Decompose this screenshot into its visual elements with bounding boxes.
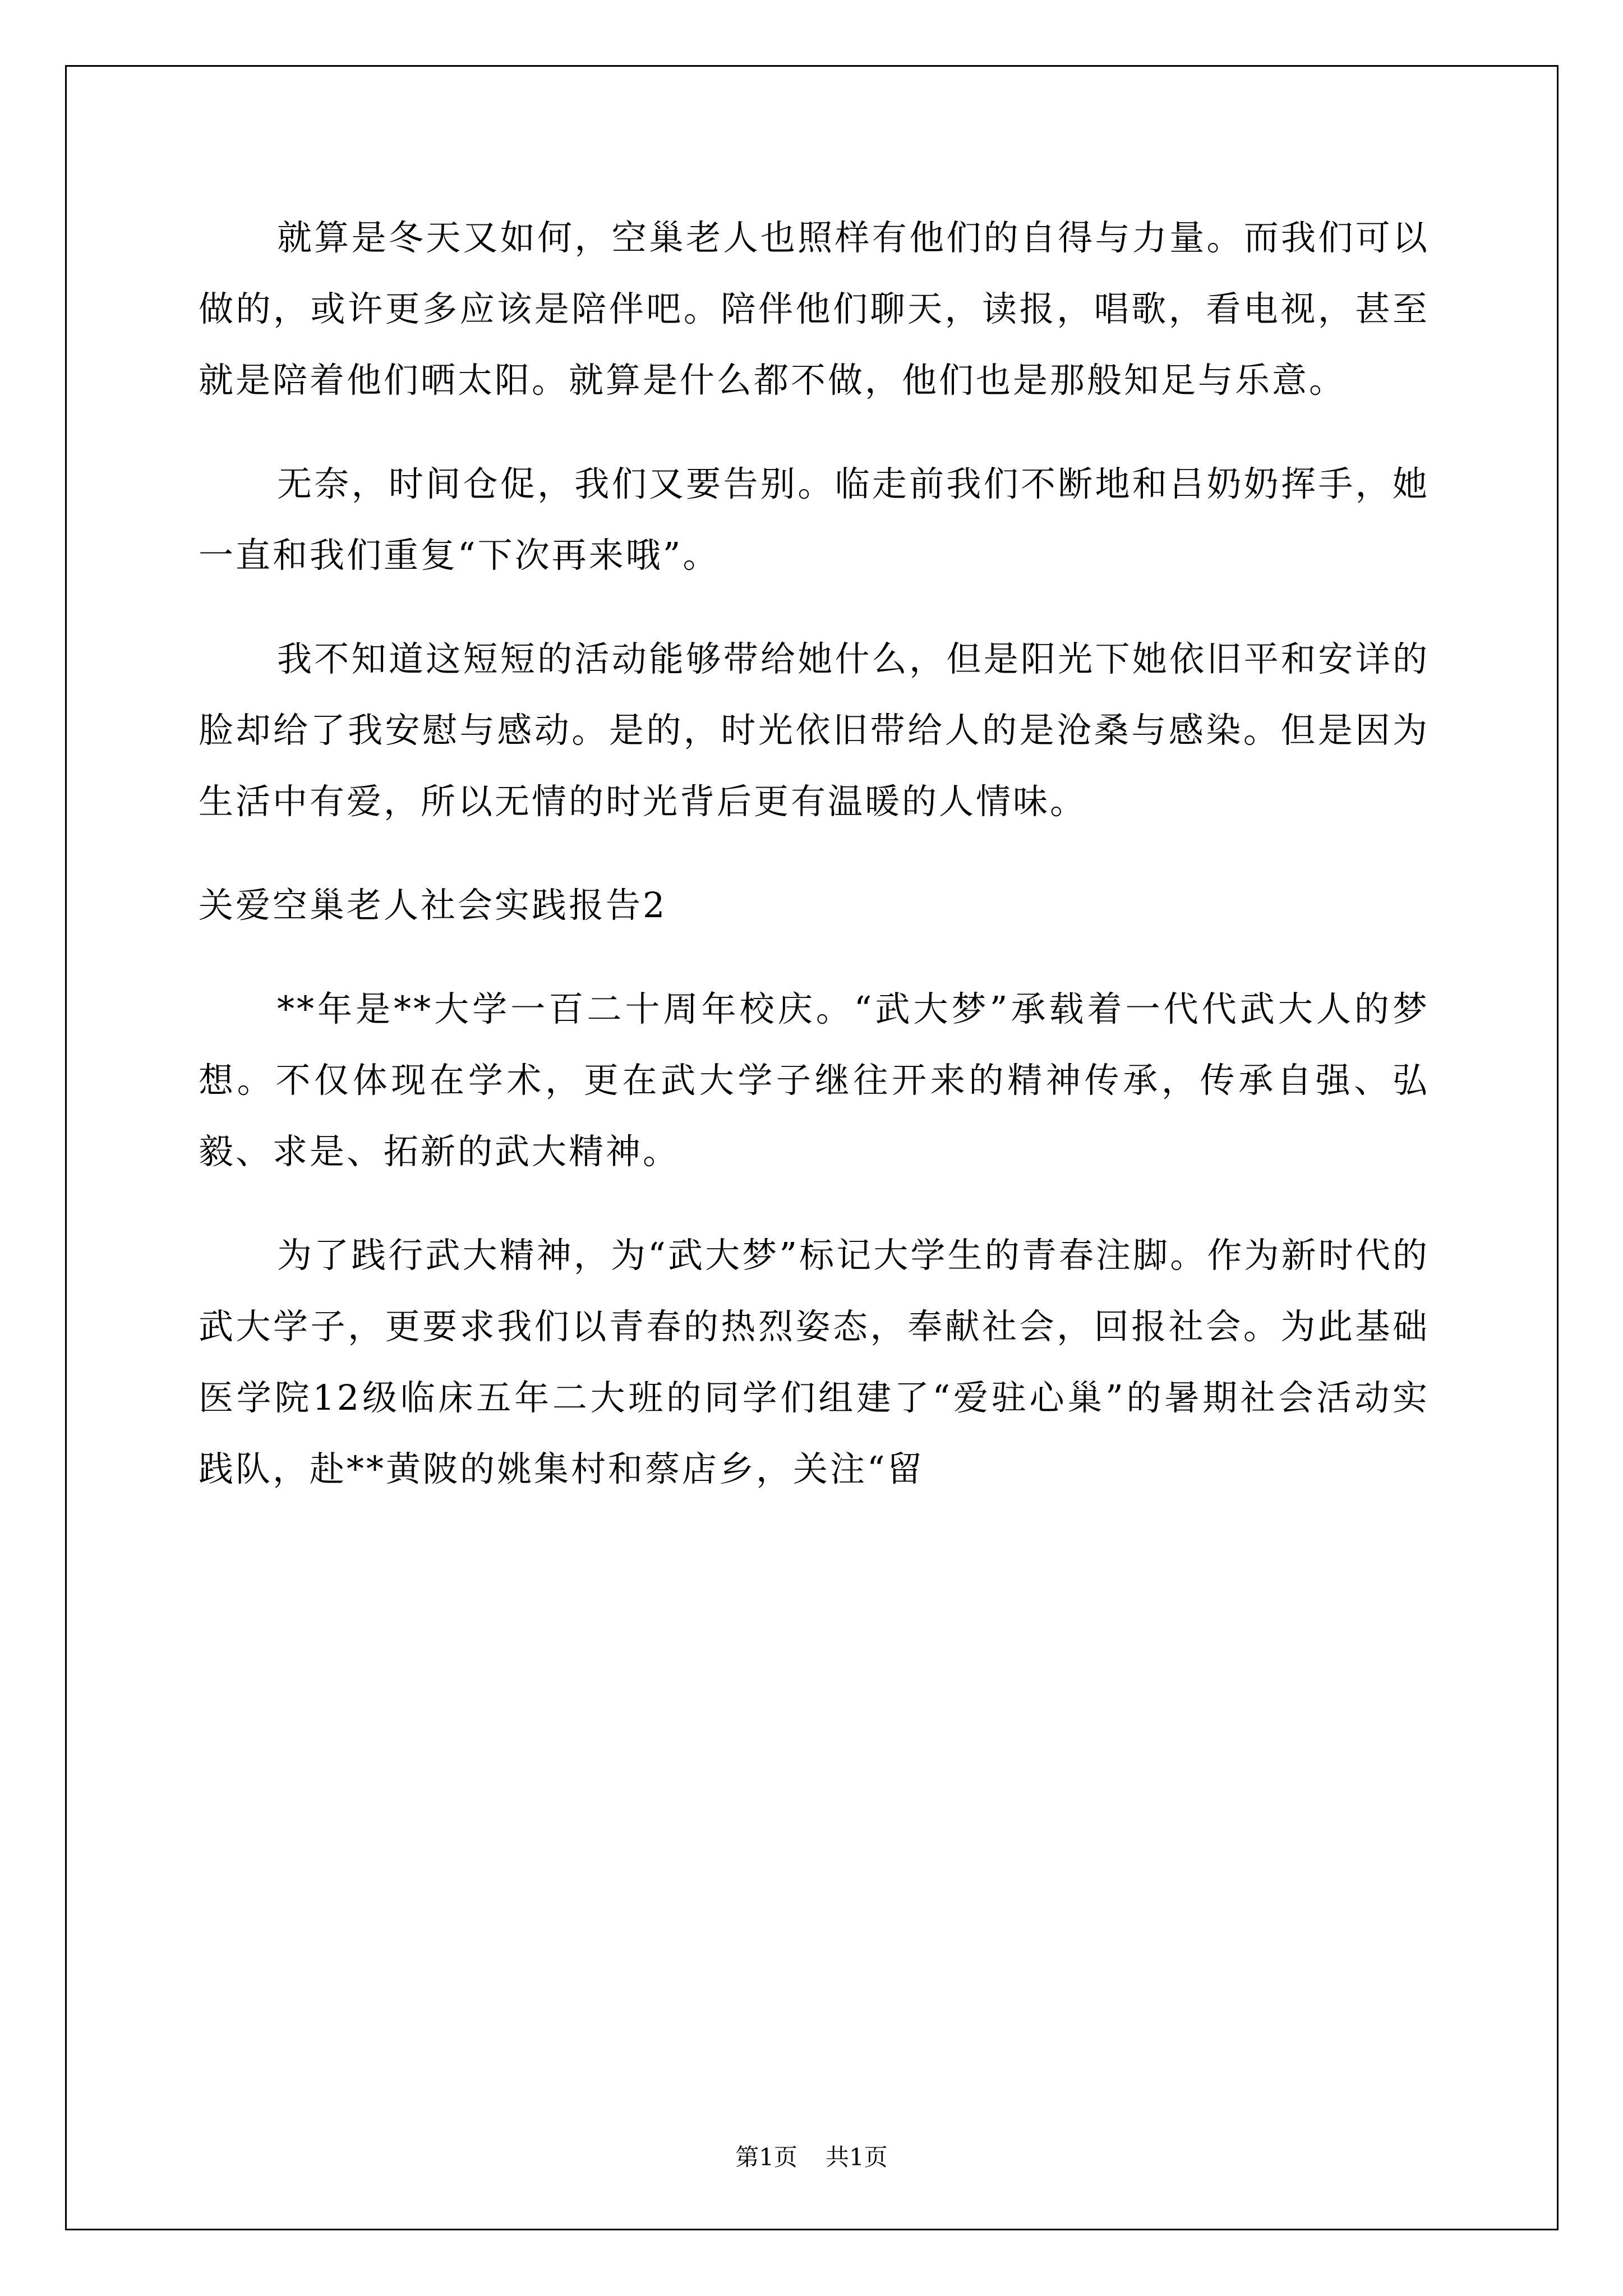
document-body: [199, 202, 1430, 1504]
paragraph-3: 我不知道这短短的活动能够带给她什么，但是阳光下她依旧平和安详的脸却给了我安慰与感动。是的，时光依旧带给人的是沧桑与感染。但是因为生活中有爱，所以无情的时光背后更有温暖的人情味。: [199, 638, 1430, 822]
paragraph-1: 就算是冬天又如何，空巢老人也照样有他们的自得与力量。而我们可以做的，或许更多应该是陪伴吧。陪伴他们聊天，读报，唱歌，看电视，甚至就是陪着他们晒太阳。就算是什么都不做，他们也是那般知足与乐意。: [199, 217, 1430, 401]
paragraph-2: 无奈，时间仓促，我们又要告别。临走前我们不断地和吕奶奶挥手，她一直和我们重复“下次再来哦”。: [199, 463, 1430, 576]
section-heading: 关爱空巢老人社会实践报告2: [199, 885, 667, 926]
page-total: 共1页: [826, 2143, 888, 2171]
page-footer: [0, 2141, 1623, 2174]
page-number: 第1页: [735, 2143, 797, 2171]
paragraph-5: 为了践行武大精神，为“武大梦”标记大学生的青春注脚。作为新时代的武大学子，更要求我们以青春的热烈姿态，奉献社会，回报社会。为此基础医学院12级临床五年二大班的同学们组建了“爱驻心巢”的暑期社会活动实践队，赴**黄陂的姚集村和蔡店乡，关注“留: [199, 1235, 1430, 1489]
paragraph-4: **年是**大学一百二十周年校庆。“武大梦”承载着一代代武大人的梦想。不仅体现在学术，更在武大学子继往开来的精神传承，传承自强、弘毅、求是、拓新的武大精神。: [199, 988, 1430, 1172]
